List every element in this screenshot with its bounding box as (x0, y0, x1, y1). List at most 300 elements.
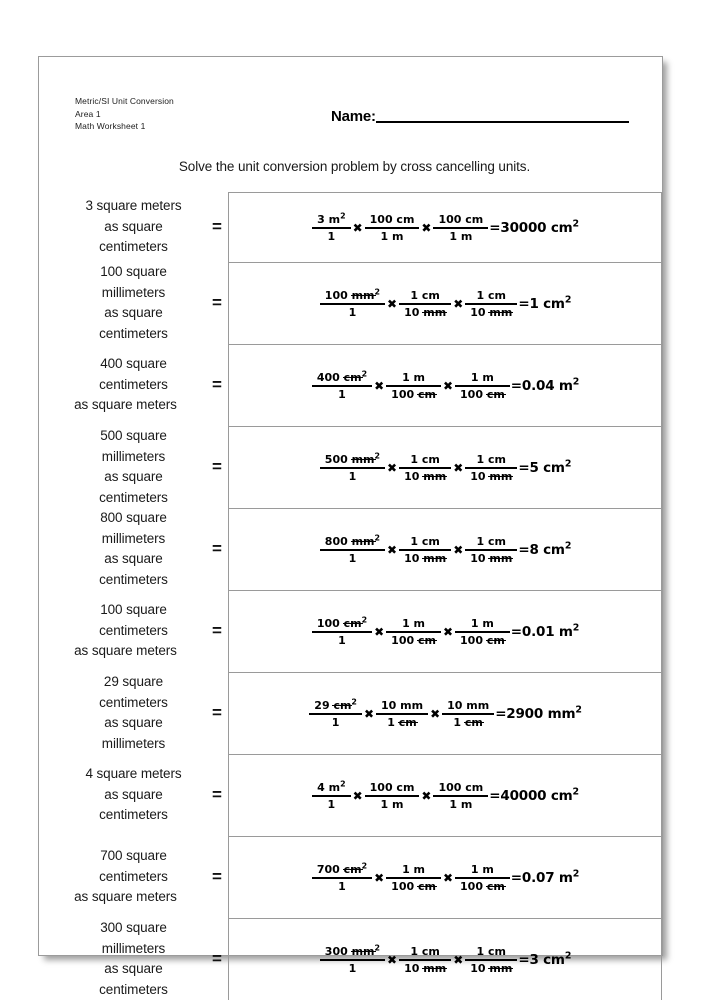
fraction-numerator (472, 289, 511, 303)
equation-result: =30000 $cm^2$ (489, 220, 579, 236)
problem-prompt (39, 918, 206, 1000)
unit-value: 10 (404, 962, 423, 975)
prompt-line: millimeters (61, 283, 206, 304)
unit-value: 1 (338, 388, 346, 401)
fraction-numerator (405, 535, 444, 549)
worksheet-page (38, 56, 663, 956)
fraction-numerator (320, 453, 385, 467)
problem-prompt (39, 262, 206, 344)
unit-value: 1 (349, 962, 357, 975)
answer-cell[interactable] (228, 918, 662, 1000)
prompt-line: centimeters (61, 324, 206, 345)
prompt-line: 500 square (61, 426, 206, 447)
prompt-line: millimeters (61, 529, 206, 550)
fraction-denominator (365, 795, 420, 811)
problem-row (39, 672, 662, 754)
worksheet-info-line-2: Area 1 (75, 108, 174, 121)
fraction-3 (454, 371, 511, 401)
fraction-denominator (465, 303, 517, 319)
answer-cell[interactable] (228, 262, 662, 344)
fraction-numerator (433, 781, 488, 795)
prompt-line: as square meters (45, 395, 206, 416)
equals-sign: = (206, 672, 228, 754)
fraction-denominator (312, 385, 372, 401)
fraction-numerator (466, 617, 499, 631)
instruction-text: Solve the unit conversion problem by cross cancelling units. (47, 159, 662, 174)
conversion-equation (311, 863, 579, 893)
equation-result: =0.04 $m^2$ (511, 378, 579, 394)
fraction-numerator (312, 213, 350, 227)
exponent: 2 (340, 779, 346, 788)
multiply-icon: ✖ (352, 221, 364, 235)
unit-value: 100 (460, 388, 487, 401)
fraction-numerator (405, 453, 444, 467)
fraction-3 (464, 289, 518, 319)
unit-value: 1 cm (410, 945, 439, 958)
unit-value: 1 (349, 552, 357, 565)
fraction-3 (432, 213, 489, 243)
cancelled-unit: cm (418, 880, 436, 893)
equals-sign: = (206, 590, 228, 672)
fraction-3 (441, 699, 495, 729)
fraction-numerator (405, 945, 444, 959)
exponent: 2 (362, 369, 368, 378)
exponent: 2 (362, 861, 368, 870)
fraction-denominator (320, 303, 385, 319)
unit-value: 10 mm (381, 699, 423, 712)
cancelled-unit: mm (489, 552, 512, 565)
unit-value: 300 (325, 945, 352, 958)
fraction-denominator (312, 631, 372, 647)
worksheet-info-line-1: Metric/SI Unit Conversion (75, 95, 174, 108)
cancelled-unit: mm (489, 962, 512, 975)
fraction-denominator (386, 385, 441, 401)
fraction-numerator (365, 781, 420, 795)
unit-value: 1 (349, 306, 357, 319)
fraction-denominator (442, 713, 494, 729)
unit-value: 1 m (449, 230, 472, 243)
prompt-line: centimeters (61, 693, 206, 714)
cancelled-unit: cm (333, 699, 351, 712)
fraction-numerator (472, 535, 511, 549)
unit-value: 1 cm (477, 535, 506, 548)
problem-row (39, 918, 662, 1000)
equation-result: =40000 $cm^2$ (489, 788, 579, 804)
problem-prompt (39, 672, 206, 754)
multiply-icon: ✖ (442, 871, 454, 885)
fraction-1 (319, 453, 386, 483)
unit-value: 500 (325, 453, 352, 466)
problem-prompt (39, 508, 206, 590)
prompt-line: 400 square (61, 354, 206, 375)
multiply-icon: ✖ (373, 625, 385, 639)
unit-value: 1 cm (477, 453, 506, 466)
unit-value: 1 cm (410, 289, 439, 302)
fraction-numerator (433, 213, 488, 227)
fraction-2 (385, 617, 442, 647)
answer-cell[interactable] (228, 508, 662, 590)
conversion-equation (311, 213, 579, 243)
prompt-line: 800 square (61, 508, 206, 529)
fraction-denominator (386, 877, 441, 893)
problem-prompt (39, 344, 206, 426)
fraction-1 (319, 945, 386, 975)
equation-result: =3 $cm^2$ (518, 952, 571, 968)
exponent: 2 (573, 868, 579, 879)
fraction-numerator (320, 535, 385, 549)
fraction-1 (319, 535, 386, 565)
unit-value: 1 (349, 470, 357, 483)
fraction-numerator (312, 617, 372, 631)
unit-value: 10 (404, 306, 423, 319)
fraction-denominator (433, 795, 488, 811)
prompt-line: 4 square meters (61, 764, 206, 785)
name-write-line[interactable] (376, 121, 629, 123)
unit-value: 10 (470, 306, 489, 319)
fraction-denominator (465, 467, 517, 483)
problem-row (39, 590, 662, 672)
prompt-line: as square (61, 713, 206, 734)
multiply-icon: ✖ (373, 379, 385, 393)
unit-value: 1 (328, 230, 336, 243)
fraction-numerator (312, 781, 350, 795)
prompt-line: as square (61, 959, 206, 980)
multiply-icon: ✖ (429, 707, 441, 721)
fraction-numerator (466, 371, 499, 385)
exponent: 2 (340, 211, 346, 220)
fraction-denominator (465, 549, 517, 565)
prompt-line: as square (61, 785, 206, 806)
fraction-3 (432, 781, 489, 811)
cancelled-unit: mm (352, 453, 375, 466)
cancelled-unit: mm (352, 945, 375, 958)
equation-result: =0.07 $m^2$ (511, 870, 579, 886)
fraction-numerator (472, 945, 511, 959)
unit-value: 1 m (471, 371, 494, 384)
equals-sign: = (206, 262, 228, 344)
fraction-3 (454, 863, 511, 893)
unit-value: 10 (470, 470, 489, 483)
unit-value: 1 m (402, 863, 425, 876)
problem-prompt (39, 192, 206, 262)
conversion-equation (319, 945, 571, 975)
cancelled-unit: mm (423, 962, 446, 975)
exponent: 2 (375, 451, 381, 460)
answer-cell[interactable] (228, 754, 662, 836)
fraction-numerator (376, 699, 428, 713)
fraction-denominator (386, 631, 441, 647)
worksheet-info-line-3: Math Worksheet 1 (75, 120, 174, 133)
fraction-numerator (320, 289, 385, 303)
prompt-line: millimeters (61, 939, 206, 960)
cancelled-unit: cm (465, 716, 483, 729)
fraction-numerator (397, 863, 430, 877)
equals-sign: = (206, 836, 228, 918)
answer-cell[interactable] (228, 836, 662, 918)
conversion-equation (319, 453, 571, 483)
fraction-2 (398, 535, 452, 565)
multiply-icon: ✖ (420, 221, 432, 235)
unit-value: 100 (460, 634, 487, 647)
exponent: 2 (573, 218, 579, 229)
prompt-line: as square (61, 217, 206, 238)
unit-value: 1 (338, 634, 346, 647)
cancelled-unit: cm (487, 880, 505, 893)
problem-prompt (39, 754, 206, 836)
fraction-1 (311, 213, 351, 243)
prompt-line: 29 square (61, 672, 206, 693)
unit-value: 100 (317, 617, 344, 630)
fraction-numerator (320, 945, 385, 959)
exponent: 2 (362, 615, 368, 624)
unit-value: 100 (391, 388, 418, 401)
multiply-icon: ✖ (352, 789, 364, 803)
problem-row (39, 508, 662, 590)
conversion-equation (311, 371, 579, 401)
prompt-line: centimeters (61, 570, 206, 591)
exponent: 2 (573, 622, 579, 633)
unit-value: 1 m (449, 798, 472, 811)
unit-value: 400 (317, 371, 344, 384)
unit-value: 1 m (402, 617, 425, 630)
unit-value: 1 (338, 880, 346, 893)
cancelled-unit: mm (489, 470, 512, 483)
unit-value: 1 m (402, 371, 425, 384)
fraction-numerator (466, 863, 499, 877)
multiply-icon: ✖ (442, 625, 454, 639)
equation-result: =0.01 $m^2$ (511, 624, 579, 640)
fraction-numerator (405, 289, 444, 303)
fraction-denominator (365, 227, 420, 243)
unit-value: 10 (470, 962, 489, 975)
answer-cell[interactable] (228, 344, 662, 426)
problem-row (39, 344, 662, 426)
prompt-line: as square meters (45, 641, 206, 662)
multiply-icon: ✖ (386, 461, 398, 475)
exponent: 2 (565, 458, 571, 469)
cancelled-unit: cm (487, 388, 505, 401)
unit-value: 4 m (317, 781, 340, 794)
cancelled-unit: cm (418, 634, 436, 647)
prompt-line: 100 square (61, 262, 206, 283)
unit-value: 100 cm (370, 213, 415, 226)
unit-value: 1 cm (477, 289, 506, 302)
fraction-denominator (309, 713, 362, 729)
fraction-denominator (455, 631, 510, 647)
problem-row (39, 192, 662, 262)
fraction-denominator (455, 385, 510, 401)
prompt-line: as square (61, 549, 206, 570)
problem-row (39, 836, 662, 918)
fraction-denominator (312, 795, 350, 811)
answer-cell[interactable] (228, 426, 662, 508)
cancelled-unit: mm (423, 552, 446, 565)
fraction-denominator (433, 227, 488, 243)
fraction-numerator (472, 453, 511, 467)
equation-result: =5 $cm^2$ (518, 460, 571, 476)
cancelled-unit: cm (418, 388, 436, 401)
cancelled-unit: cm (487, 634, 505, 647)
prompt-line: centimeters (61, 488, 206, 509)
unit-value: 100 cm (370, 781, 415, 794)
exponent: 2 (565, 540, 571, 551)
conversion-equation (308, 699, 581, 729)
conversion-equation (319, 289, 571, 319)
unit-value: 10 (404, 552, 423, 565)
fraction-3 (464, 535, 518, 565)
fraction-3 (464, 453, 518, 483)
unit-value: 10 (404, 470, 423, 483)
prompt-line: 3 square meters (61, 196, 206, 217)
exponent: 2 (375, 287, 381, 296)
name-field[interactable] (331, 109, 629, 124)
prompt-line: as square meters (45, 887, 206, 908)
name-label: Name: (331, 109, 376, 124)
multiply-icon: ✖ (420, 789, 432, 803)
fraction-denominator (399, 303, 451, 319)
prompt-line: centimeters (61, 621, 206, 642)
unit-value: 1 (328, 798, 336, 811)
fraction-denominator (320, 959, 385, 975)
exponent: 2 (565, 950, 571, 961)
unit-value: 1 m (381, 230, 404, 243)
multiply-icon: ✖ (386, 297, 398, 311)
multiply-icon: ✖ (452, 297, 464, 311)
unit-value: 29 (314, 699, 333, 712)
fraction-denominator (312, 877, 372, 893)
unit-value: 10 mm (447, 699, 489, 712)
cancelled-unit: cm (344, 617, 362, 630)
unit-value: 1 cm (410, 535, 439, 548)
fraction-2 (364, 781, 421, 811)
answer-cell[interactable] (228, 672, 662, 754)
multiply-icon: ✖ (386, 543, 398, 557)
fraction-numerator (442, 699, 494, 713)
fraction-numerator (312, 371, 372, 385)
fraction-denominator (320, 467, 385, 483)
cancelled-unit: cm (344, 863, 362, 876)
fraction-denominator (399, 467, 451, 483)
multiply-icon: ✖ (452, 543, 464, 557)
fraction-denominator (399, 549, 451, 565)
fraction-2 (398, 945, 452, 975)
cancelled-unit: cm (399, 716, 417, 729)
unit-value: 100 (391, 634, 418, 647)
equals-sign: = (206, 508, 228, 590)
cancelled-unit: mm (352, 289, 375, 302)
unit-value: 1 (387, 716, 398, 729)
prompt-line: as square (61, 467, 206, 488)
unit-value: 1 cm (410, 453, 439, 466)
fraction-1 (311, 371, 373, 401)
unit-value: 1 m (381, 798, 404, 811)
fraction-2 (398, 289, 452, 319)
fraction-1 (311, 863, 373, 893)
equals-sign: = (206, 192, 228, 262)
prompt-line: 700 square (61, 846, 206, 867)
cancelled-unit: mm (423, 470, 446, 483)
unit-value: 1 m (471, 617, 494, 630)
fraction-denominator (399, 959, 451, 975)
unit-value: 10 (470, 552, 489, 565)
multiply-icon: ✖ (452, 953, 464, 967)
unit-value: 700 (317, 863, 344, 876)
cancelled-unit: mm (489, 306, 512, 319)
fraction-numerator (312, 863, 372, 877)
fraction-numerator (309, 699, 362, 713)
equals-sign: = (206, 754, 228, 836)
exponent: 2 (575, 704, 581, 715)
worksheet-header (39, 57, 662, 135)
conversion-equation (319, 535, 571, 565)
fraction-1 (311, 617, 373, 647)
fraction-denominator (455, 877, 510, 893)
unit-value: 100 cm (438, 213, 483, 226)
answer-cell[interactable] (228, 192, 662, 262)
prompt-line: centimeters (61, 805, 206, 826)
unit-value: 1 m (471, 863, 494, 876)
fraction-2 (375, 699, 429, 729)
prompt-line: centimeters (61, 980, 206, 1000)
answer-cell[interactable] (228, 590, 662, 672)
problem-row (39, 754, 662, 836)
multiply-icon: ✖ (363, 707, 375, 721)
fraction-2 (398, 453, 452, 483)
fraction-2 (385, 863, 442, 893)
unit-value: 100 (460, 880, 487, 893)
exponent: 2 (375, 943, 381, 952)
multiply-icon: ✖ (386, 953, 398, 967)
fraction-numerator (365, 213, 420, 227)
prompt-line: centimeters (61, 375, 206, 396)
cancelled-unit: mm (352, 535, 375, 548)
prompt-line: millimeters (61, 447, 206, 468)
fraction-1 (311, 781, 351, 811)
conversion-equation (311, 781, 579, 811)
equation-result: =1 $cm^2$ (518, 296, 571, 312)
equals-sign: = (206, 426, 228, 508)
multiply-icon: ✖ (452, 461, 464, 475)
unit-value: 1 cm (477, 945, 506, 958)
fraction-denominator (376, 713, 428, 729)
multiply-icon: ✖ (442, 379, 454, 393)
equation-result: =8 $cm^2$ (518, 542, 571, 558)
unit-value: 3 m (317, 213, 340, 226)
unit-value: 100 cm (438, 781, 483, 794)
unit-value: 1 (332, 716, 340, 729)
exponent: 2 (565, 294, 571, 305)
unit-value: 100 (391, 880, 418, 893)
exponent: 2 (573, 376, 579, 387)
unit-value: 1 (453, 716, 464, 729)
fraction-3 (464, 945, 518, 975)
problem-list (39, 192, 662, 1000)
fraction-2 (385, 371, 442, 401)
prompt-line: 300 square (61, 918, 206, 939)
fraction-1 (319, 289, 386, 319)
unit-value: 800 (325, 535, 352, 548)
exponent: 2 (351, 697, 357, 706)
prompt-line: centimeters (61, 867, 206, 888)
equals-sign: = (206, 344, 228, 426)
multiply-icon: ✖ (373, 871, 385, 885)
fraction-denominator (320, 549, 385, 565)
fraction-numerator (397, 617, 430, 631)
problem-prompt (39, 590, 206, 672)
fraction-denominator (312, 227, 350, 243)
cancelled-unit: cm (344, 371, 362, 384)
fraction-3 (454, 617, 511, 647)
